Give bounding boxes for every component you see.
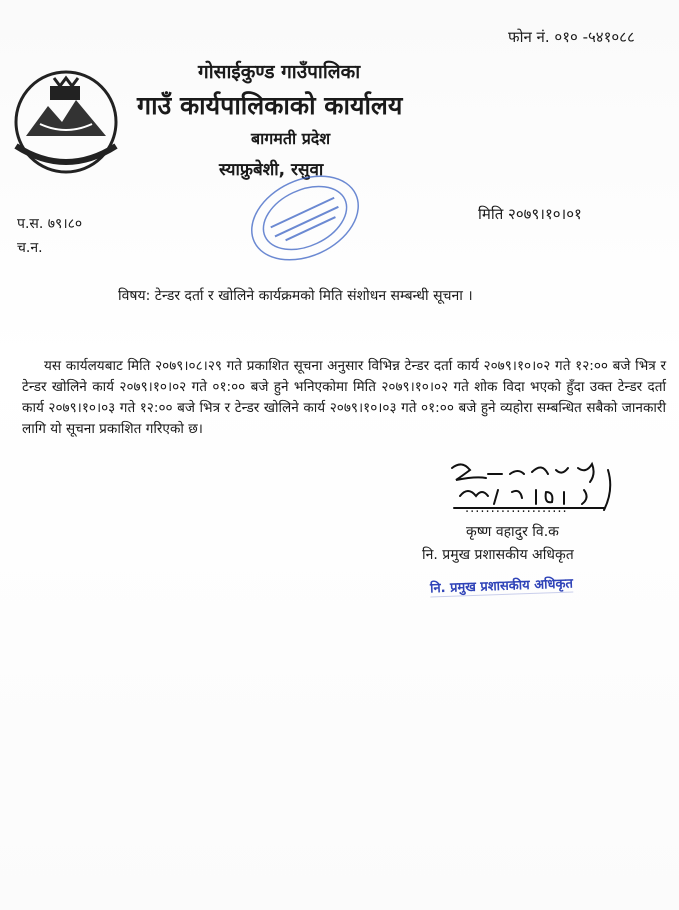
signer-name: कृष्ण वहादुर वि.क <box>466 524 559 540</box>
office-address: स्याफ्रुबेशी, रसुवा <box>219 160 324 180</box>
designation-stamp: नि. प्रमुख प्रशासकीय अधिकृत <box>430 574 573 598</box>
notice-paragraph: यस कार्यलयबाट मिति २०७९।०८।२९ गते प्रकाशित सूचना अनुसार विभिन्न टेन्डर दर्ता कार्य २०७९।१०।०२ गते १२:०० बजे भित्र र टेन्डर खोलिने कार्य २०७९।१०।०२ गते ०१:०० बजे हुने भनिएकोमा मिति २०७९।१०।०२ गते शोक विदा भएको हुँदा उक्त टेन्डर दर्ता कार्य २०७९।१०।०३ गते १२:०० बजे भित्र र टेन्डर खोलिने कार्य २०७९।१०।०३ गते ०१:०० बजे हुने व्यहोरा सम्बन्धित सबैको जानकारी लागि यो सूचना प्रकाशित गरिएको छ। <box>22 358 666 437</box>
office-seal-stamp <box>240 172 370 264</box>
dispatch-number: च.न. <box>17 240 43 256</box>
phone-number: फोन नं. ०१० -५४१०८८ <box>508 28 635 46</box>
letter-date: मिति २०७९।१०।०१ <box>478 205 582 223</box>
subject-line: विषय: टेन्डर दर्ता र खोलिने कार्यक्रमको मिति संशोधन सम्बन्धी सूचना । <box>118 288 473 304</box>
province-name: बागमती प्रदेश <box>251 129 331 148</box>
government-emblem-icon <box>10 66 122 178</box>
reference-number: प.स. ७९।८० <box>17 216 83 232</box>
signature-line: .................... <box>465 501 568 516</box>
notice-body <box>22 356 666 440</box>
municipality-name: गोसाईकुण्ड गाउँपालिका <box>198 61 361 83</box>
signer-designation: नि. प्रमुख प्रशासकीय अधिकृत <box>422 547 574 563</box>
office-name: गाउँ कार्यपालिकाको कार्यालय <box>137 91 403 120</box>
